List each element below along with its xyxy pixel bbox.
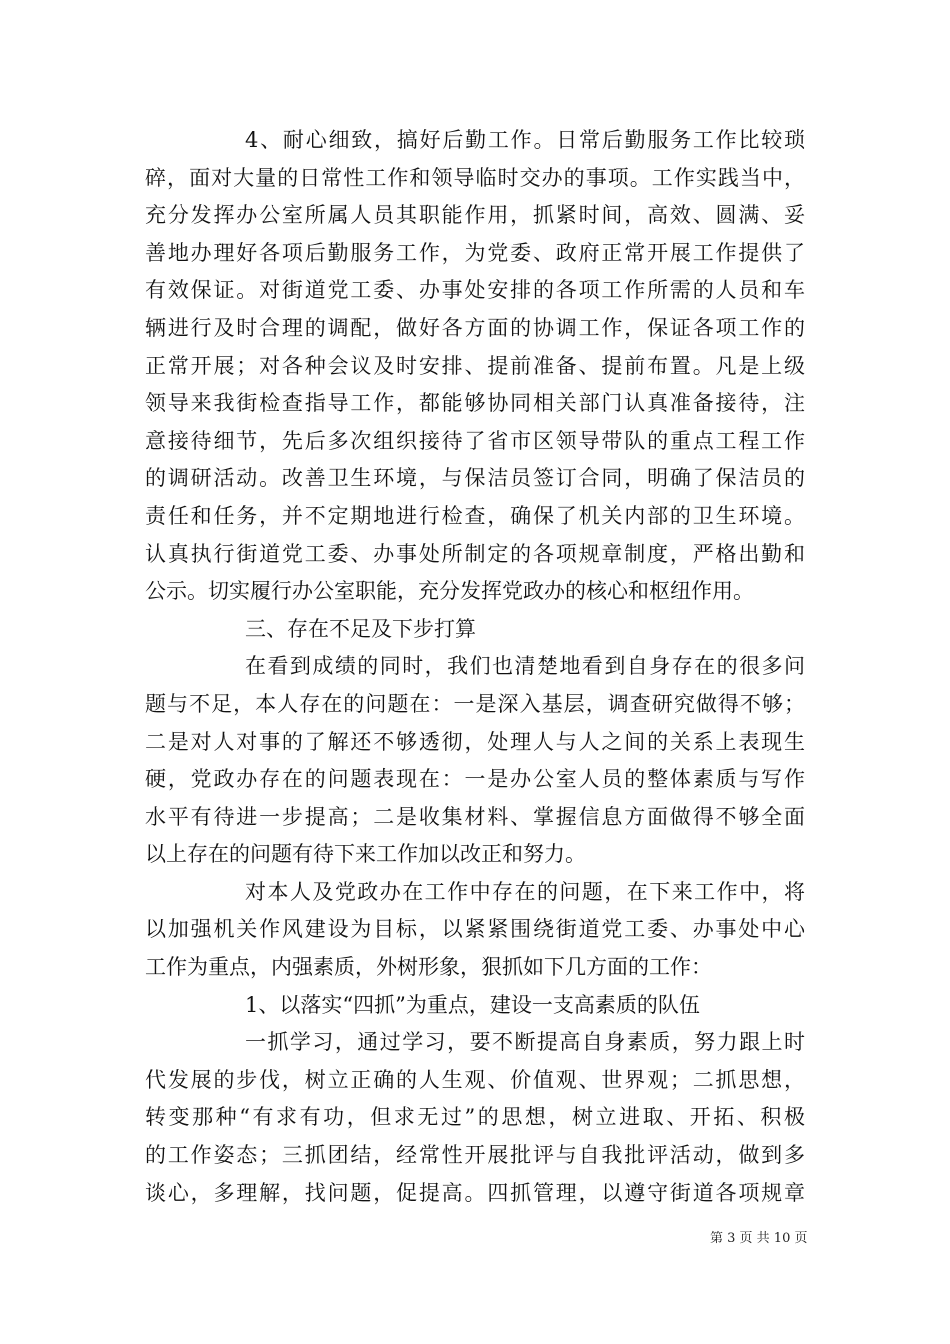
text-line: 正常开展；对各种会议及时安排、提前准备、提前布置。凡是上级 bbox=[145, 353, 805, 378]
text-line: 领导来我街检查指导工作，都能够协同相关部门认真准备接待，注 bbox=[145, 391, 805, 416]
text-line: 谈心，多理解，找问题，促提高。四抓管理，以遵守街道各项规章 bbox=[145, 1180, 805, 1205]
text-line: 硬，党政办存在的问题表现在：一是办公室人员的整体素质与写作 bbox=[145, 767, 805, 792]
text-line: 以上存在的问题有待下来工作加以改正和努力。 bbox=[145, 842, 586, 867]
text-line: 一抓学习，通过学习，要不断提高自身素质，努力跟上时 bbox=[245, 1030, 805, 1055]
text-line: 转变那种“有求有功，但求无过”的思想，树立进取、开拓、积极 bbox=[145, 1105, 805, 1130]
text-line: 认真执行街道党工委、办事处所制定的各项规章制度，严格出勤和 bbox=[145, 541, 805, 566]
text-line: 在看到成绩的同时，我们也清楚地看到自身存在的很多问 bbox=[245, 654, 805, 679]
text-line: 辆进行及时合理的调配，做好各方面的协调工作，保证各项工作的 bbox=[145, 315, 805, 340]
text-line: 二是对人对事的了解还不够透彻，处理人与人之间的关系上表现生 bbox=[145, 729, 805, 754]
text-line: 的工作姿态；三抓团结，经常性开展批评与自我批评活动，做到多 bbox=[145, 1143, 805, 1168]
text-line: 题与不足，本人存在的问题在：一是深入基层，调查研究做得不够； bbox=[145, 691, 805, 716]
text-line: 的调研活动。改善卫生环境，与保洁员签订合同，明确了保洁员的 bbox=[145, 466, 805, 491]
text-line: 对本人及党政办在工作中存在的问题，在下来工作中，将 bbox=[245, 879, 805, 904]
text-line: 水平有待进一步提高；二是收集材料、掌握信息方面做得不够全面 bbox=[145, 804, 805, 829]
text-line: 意接待细节，先后多次组织接待了省市区领导带队的重点工程工作 bbox=[145, 428, 805, 453]
text-line: 以加强机关作风建设为目标，以紧紧围绕街道党工委、办事处中心 bbox=[145, 917, 805, 942]
text-line: 代发展的步伐，树立正确的人生观、价值观、世界观；二抓思想， bbox=[145, 1067, 805, 1092]
text-line: 有效保证。对街道党工委、办事处安排的各项工作所需的人员和车 bbox=[145, 278, 805, 303]
document-body bbox=[145, 122, 805, 1212]
text-line: 责任和任务，并不定期地进行检查，确保了机关内部的卫生环境。 bbox=[145, 503, 805, 528]
text-line: 公示。切实履行办公室职能，充分发挥党政办的核心和枢纽作用。 bbox=[145, 579, 754, 604]
page-number-footer: 第 3 页 共 10 页 bbox=[710, 1231, 808, 1246]
text-line: 工作为重点，内强素质，外树形象，狠抓如下几方面的工作： bbox=[145, 955, 712, 980]
text-line: 1、以落实“四抓”为重点，建设一支高素质的队伍 bbox=[245, 992, 700, 1017]
text-line: 碎，面对大量的日常性工作和领导临时交办的事项。工作实践当中， bbox=[145, 165, 805, 190]
text-line: 善地办理好各项后勤服务工作，为党委、政府正常开展工作提供了 bbox=[145, 240, 805, 265]
text-line: 4、耐心细致，搞好后勤工作。日常后勤服务工作比较琐 bbox=[245, 128, 805, 152]
text-line: 三、存在不足及下步打算 bbox=[245, 616, 476, 641]
text-line: 充分发挥办公室所属人员其职能作用，抓紧时间，高效、圆满、妥 bbox=[145, 203, 805, 228]
